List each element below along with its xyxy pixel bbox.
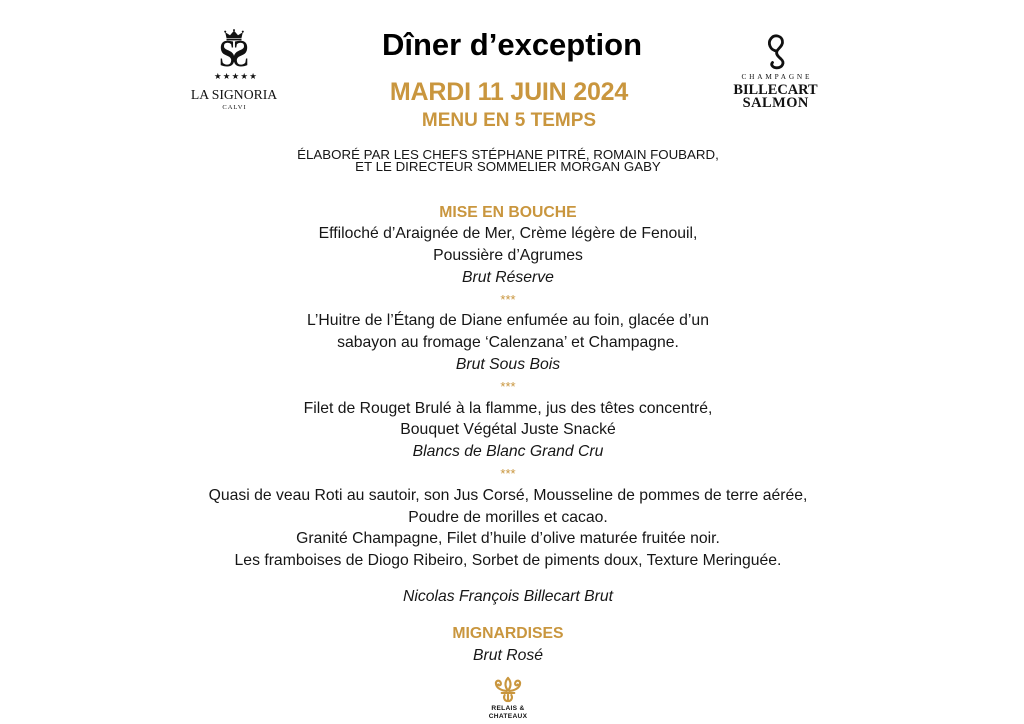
course-heading: MIGNARDISES: [452, 624, 564, 642]
wine-pairing: Blancs de Blanc Grand Cru: [412, 443, 604, 461]
course-separator: ***: [500, 466, 516, 482]
dish-line: Les framboises de Diogo Ribeiro, Sorbet de piments doux, Texture Meringuée.: [234, 552, 782, 570]
course-separator: ***: [500, 378, 516, 394]
credits-line-2: ET LE DIRECTEUR SOMMELIER MORGAN GABY: [355, 159, 661, 174]
billecart-champagne-label: CHAMPAGNE: [741, 72, 813, 81]
course-veal-and-desserts: [0, 485, 1016, 608]
course-mise-en-bouche: [0, 202, 1016, 289]
billecart-name-label: BILLECART: [733, 81, 818, 98]
course-mignardises: [0, 623, 1016, 667]
wine-pairing: Brut Sous Bois: [455, 356, 561, 374]
course-heading: MISE EN BOUCHE: [439, 203, 577, 221]
course-separator: ***: [500, 291, 516, 307]
dish-line: Poussière d’Agrumes: [433, 247, 583, 265]
la-signoria-city: CALVI: [222, 104, 247, 111]
dish-line: Granité Champagne, Filet d’huile d’olive maturée fruitée noir.: [296, 530, 720, 548]
dish-line: Bouquet Végétal Juste Snacké: [400, 421, 616, 439]
billecart-salmon-emblem-icon: [761, 32, 791, 70]
dish-line: Effiloché d’Araignée de Mer, Crème légère de Fenouil,: [318, 225, 698, 243]
dish-line: Filet de Rouget Brulé à la flamme, jus des têtes concentré,: [303, 399, 713, 417]
course-red-mullet: [0, 398, 1016, 463]
menu-subtitle: MENU EN 5 TEMPS: [421, 110, 597, 131]
la-signoria-name: LA SIGNORIA: [190, 87, 278, 102]
relais-label: RELAIS &: [491, 705, 525, 712]
dish-line: Quasi de veau Roti au sautoir, son Jus Corsé, Mousseline de pommes de terre aérée,: [208, 486, 808, 504]
course-oyster: [0, 310, 1016, 375]
fleur-de-lis-icon: [492, 676, 524, 703]
chateaux-label: CHATEAUX: [488, 713, 528, 720]
page-title: Dîner d’exception: [381, 27, 643, 62]
monogram-letter-right: S: [232, 33, 249, 75]
wine-pairing: Nicolas François Billecart Brut: [402, 588, 614, 606]
credits-line-1: ÉLABORÉ PAR LES CHEFS STÉPHANE PITRÉ, ROMAIN FOUBARD,: [297, 147, 719, 162]
event-date: MARDI 11 JUIN 2024: [389, 78, 629, 106]
dish-line: L’Huitre de l’Étang de Diane enfumée au foin, glacée d’un: [307, 312, 709, 330]
dish-line: sabayon au fromage ‘Calenzana’ et Champagne.: [337, 334, 679, 352]
wine-pairing: Brut Rosé: [472, 646, 544, 664]
star-rating: ★★★★★: [213, 72, 259, 82]
chef-credits: [0, 149, 1016, 173]
wine-pairing: Brut Réserve: [462, 268, 554, 286]
salmon-name-label: SALMON: [742, 94, 809, 111]
menu-courses: [0, 202, 1016, 667]
dish-line: Poudre de morilles et cacao.: [408, 508, 608, 526]
monogram-letter-left: S: [219, 33, 236, 75]
